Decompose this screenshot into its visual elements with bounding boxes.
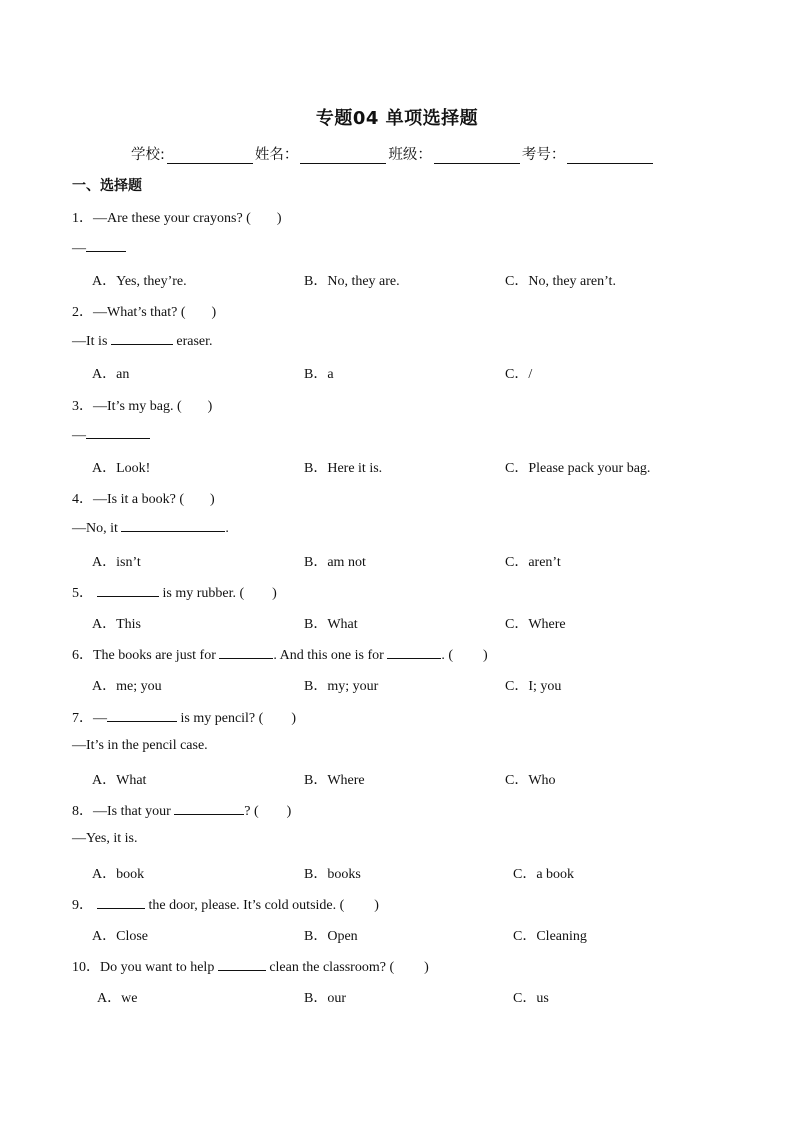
question-9 [72,894,379,914]
question-6 [72,644,488,664]
question-stem: —It’s my bag. ( [93,399,182,414]
option-a[interactable]: A．Yes, they’re. [92,274,187,289]
answer-line-7: —It’s in the pencil case. [72,738,208,753]
option-c[interactable]: C．us [513,991,549,1006]
school-field[interactable] [167,149,253,164]
option-b[interactable]: B．my; your [304,679,379,694]
question-stem: —Is it a book? ( [93,492,184,507]
option-b[interactable]: B．Open [304,929,358,944]
answer-blank[interactable] [218,958,266,971]
option-a[interactable]: A．me; you [92,679,162,694]
answer-blank[interactable] [97,584,159,597]
answer-blank[interactable] [111,332,173,345]
question-number: 8． [72,804,93,819]
question-number: 10． [72,960,100,975]
question-stem-end: ) [291,711,296,726]
question-5 [72,582,277,602]
answer-text: —No, it [72,521,118,536]
question-stem-end: ) [482,648,488,663]
question-number: 5． [72,586,93,601]
question-number: 6． [72,648,93,663]
answer-text-end: . [225,521,229,536]
option-b[interactable]: B．books [304,867,361,882]
question-stem: —Is that your [93,804,171,819]
question-8 [72,800,291,820]
question-stem: —Are these your crayons? ( [93,211,251,226]
question-10 [72,956,429,976]
answer-blank-2[interactable] [387,646,441,659]
section-heading: 一、选择题 [72,178,142,194]
answer-blank[interactable] [219,646,273,659]
option-c[interactable]: C．Cleaning [513,929,587,944]
answer-blank[interactable] [86,239,126,252]
answer-blank[interactable] [174,802,244,815]
option-c[interactable]: C．No, they aren’t. [505,274,616,289]
option-a[interactable]: A．we [97,991,138,1006]
option-c[interactable]: C．Who [505,773,556,788]
page-title: 专题04 单项选择题 [315,108,479,129]
question-stem-end: ) [211,305,217,320]
question-number: 1． [72,211,93,226]
question-stem: —What’s that? ( [93,305,186,320]
option-b[interactable]: B．our [304,991,346,1006]
question-number: 4． [72,492,93,507]
option-b[interactable]: B．am not [304,555,366,570]
name-field[interactable] [300,149,386,164]
question-3 [72,395,212,415]
option-b[interactable]: B．Where [304,773,365,788]
option-a[interactable]: A．This [92,617,141,632]
option-c[interactable]: C．a book [513,867,575,882]
answer-line-8: —Yes, it is. [72,831,138,846]
question-stem-mid: ? ( [244,804,259,819]
answer-blank[interactable] [86,426,150,439]
option-a[interactable]: A．What [92,773,147,788]
question-2 [72,301,216,321]
question-stem-end: ) [207,399,213,414]
option-a[interactable]: A．book [92,867,145,882]
question-stem-end: ) [424,960,429,975]
question-stem-end: ) [374,898,379,913]
question-stem: — [93,711,107,726]
question-stem-end: ) [209,492,215,507]
question-stem-mid: clean the classroom? ( [269,960,395,975]
option-a[interactable]: A．an [92,367,130,382]
option-a[interactable]: A．isn’t [92,555,141,570]
question-stem: is my rubber. ( [162,586,245,601]
question-stem-end: ) [286,804,292,819]
option-a[interactable]: A．Look! [92,461,151,476]
question-4 [72,488,215,508]
question-number: 2． [72,305,93,320]
option-c[interactable]: C．Please pack your bag. [505,461,651,476]
question-number: 9． [72,898,93,913]
question-number: 7． [72,711,93,726]
answer-line-4 [72,519,229,537]
name-label: 姓名： [254,147,299,163]
option-b[interactable]: B．a [304,367,334,382]
class-field[interactable] [434,149,520,164]
answer-prefix: — [72,241,86,256]
answer-blank[interactable] [107,709,177,722]
question-stem-mid: is my pencil? ( [180,711,264,726]
answer-prefix: — [72,428,86,443]
option-c[interactable]: C．Where [505,617,566,632]
number-field[interactable] [567,149,653,164]
question-stem: The books are just for [93,648,216,663]
number-label: 考号： [521,147,566,163]
answer-line-3 [72,426,150,444]
question-stem: the door, please. It’s cold outside. ( [148,898,345,913]
answer-blank[interactable] [121,519,225,532]
option-c[interactable]: C．I; you [505,679,562,694]
answer-text: —It is [72,334,108,349]
question-stem: Do you want to help [100,960,215,975]
school-label: 学校: [131,147,165,163]
option-b[interactable]: B．Here it is. [304,461,383,476]
question-number: 3． [72,399,93,414]
question-stem-end: ) [272,586,277,601]
question-7 [72,707,296,727]
answer-text-end: eraser. [176,334,213,349]
student-info-line [131,143,655,164]
question-stem-paren: . ( [441,648,453,663]
question-stem-mid: . And this one is for [273,648,384,663]
class-label: 班级： [388,147,432,163]
answer-line-2 [72,332,213,350]
option-b[interactable]: B．No, they are. [304,274,400,289]
option-c[interactable]: C．aren’t [505,555,561,570]
answer-line-1 [72,239,126,257]
option-c[interactable]: C．/ [505,367,533,382]
question-1 [72,207,282,227]
answer-blank[interactable] [97,896,145,909]
option-b[interactable]: B．What [304,617,358,632]
option-a[interactable]: A．Close [92,929,148,944]
question-stem-end: ) [276,211,282,226]
